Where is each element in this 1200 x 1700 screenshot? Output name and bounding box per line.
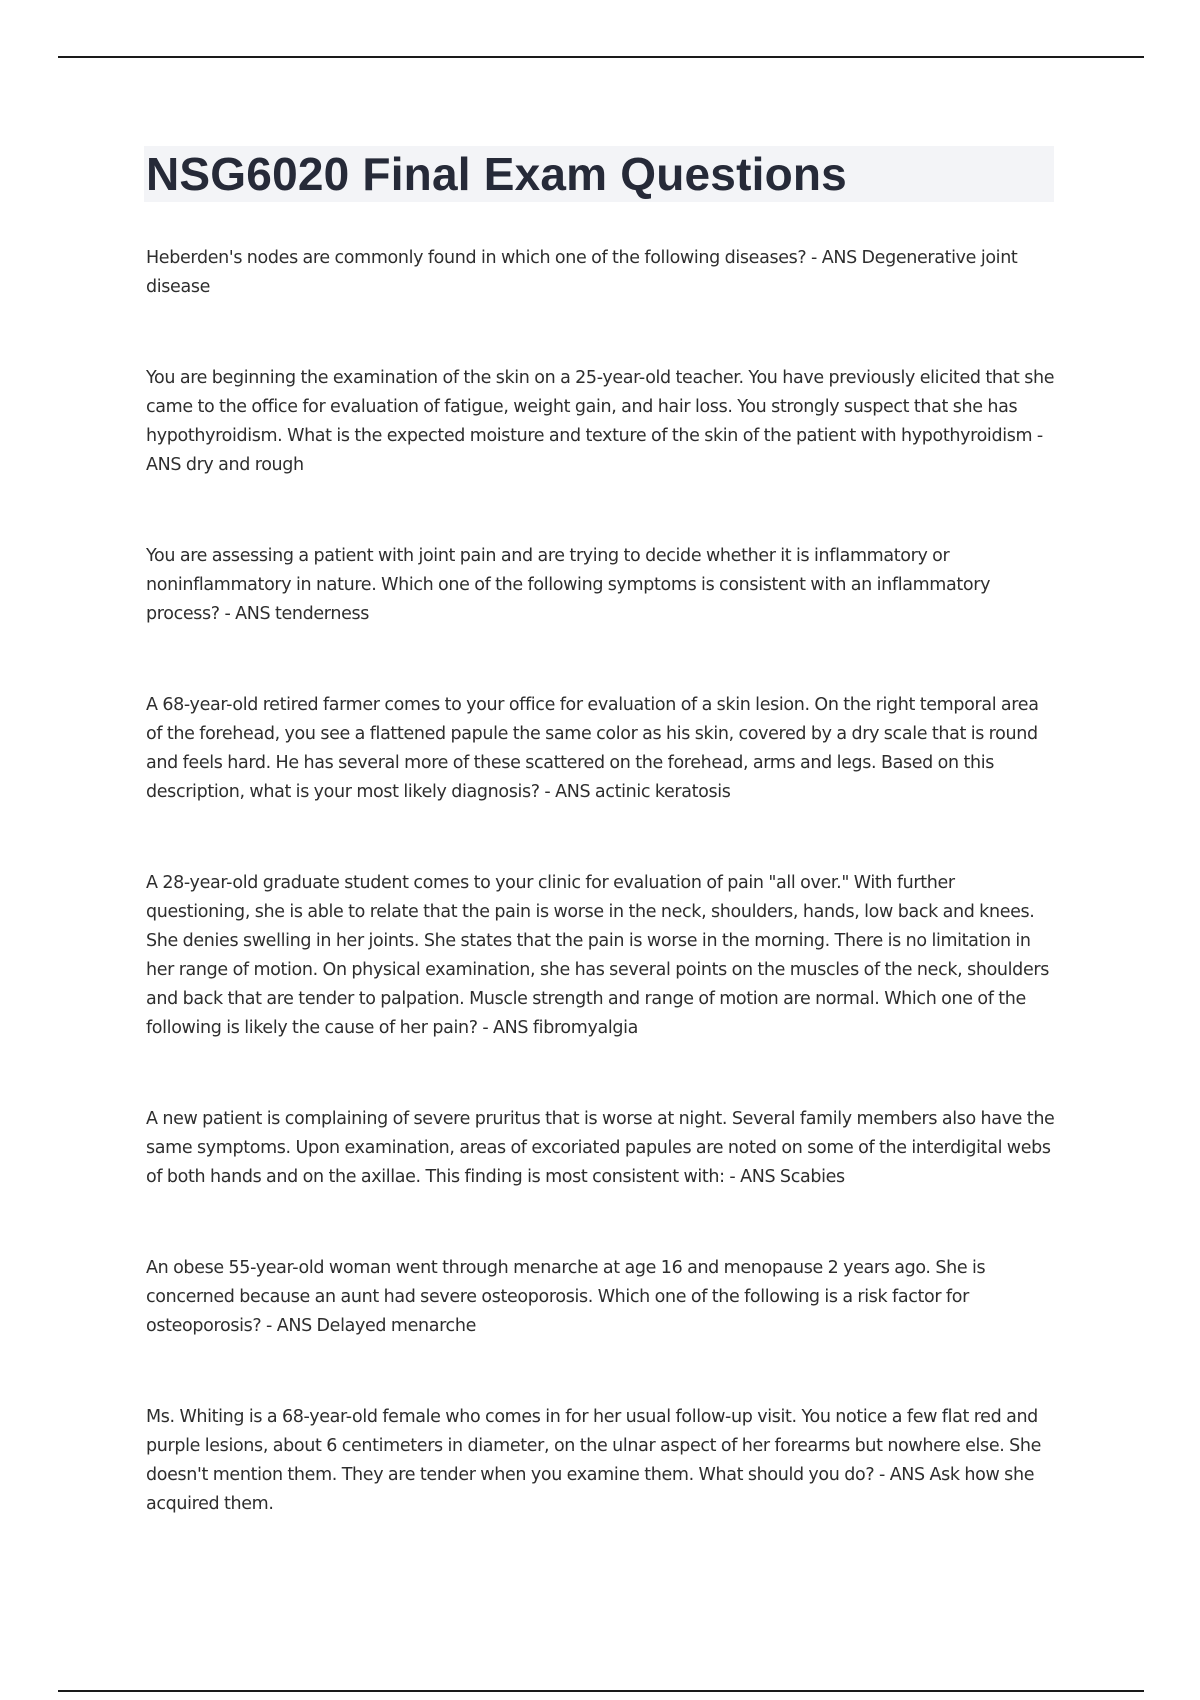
question-item-8: Ms. Whiting is a 68-year-old female who comes in for her usual follow-up visit. You notice a few flat red and purple lesions, about 6 centimeters in diameter, on the ulnar aspect of her forearms but nowhere else. She doesn't mention them. They are tender when you examine them. What should you do? - ANS Ask how she acquired them. xyxy=(146,1407,1042,1514)
question-item-3: You are assessing a patient with joint pain and are trying to decide whether it is inflammatory or noninflammatory in nature. Which one of the following symptoms is consistent with an inflammatory process? - ANS tenderness xyxy=(146,546,991,624)
page-title: NSG6020 Final Exam Questions xyxy=(146,148,847,200)
top-rule xyxy=(58,56,1144,58)
question-list xyxy=(146,244,1056,1581)
question-item-1: Heberden's nodes are commonly found in which one of the following diseases? - ANS Degenerative joint disease xyxy=(146,248,1018,297)
question-item-6: A new patient is complaining of severe pruritus that is worse at night. Several family members also have the same symptoms. Upon examination, areas of excoriated papules are noted on some of the interdigital webs of both hands and on the axillae. This finding is most consistent with: - ANS Scabies xyxy=(146,1109,1055,1187)
question-item-5: A 28-year-old graduate student comes to your clinic for evaluation of pain "all over." With further questioning, she is able to relate that the pain is worse in the neck, shoulders, hands, low back and knees. She denies swelling in her joints. She states that the pain is worse in the morning. There is no limitation in her range of motion. On physical examination, she has several points on the muscles of the neck, shoulders and back that are tender to palpation. Muscle strength and range of motion are normal. Which one of the following is likely the cause of her pain? - ANS fibromyalgia xyxy=(146,873,1049,1038)
question-item-7: An obese 55-year-old woman went through menarche at age 16 and menopause 2 years ago. She is concerned because an aunt had severe osteoporosis. Which one of the following is a risk factor for osteoporosis? - ANS Delayed menarche xyxy=(146,1258,986,1336)
question-item-4: A 68-year-old retired farmer comes to your office for evaluation of a skin lesion. On the right temporal area of the forehead, you see a flattened papule the same color as his skin, covered by a dry scale that is round and feels hard. He has several more of these scattered on the forehead, arms and legs. Based on this description, what is your most likely diagnosis? - ANS actinic keratosis xyxy=(146,695,1039,802)
question-item-2: You are beginning the examination of the skin on a 25-year-old teacher. You have previously elicited that she came to the office for evaluation of fatigue, weight gain, and hair loss. You strongly suspect that she has hypothyroidism. What is the expected moisture and texture of the skin of the patient with hypothyroidism - ANS dry and rough xyxy=(146,368,1055,475)
bottom-rule xyxy=(58,1690,1144,1692)
